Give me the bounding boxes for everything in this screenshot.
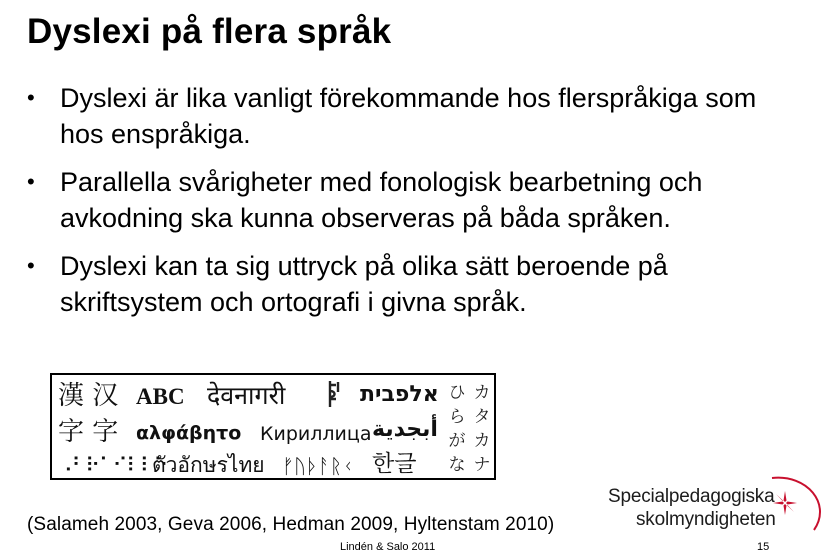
- bullet-text: Dyslexi är lika vanligt förekommande hos flerspråkiga som hos enspråkiga.: [60, 83, 757, 149]
- bullet-item: [27, 248, 807, 320]
- bullet-text: Dyslexi kan ta sig uttryck på olika sätt beroende på skriftsystem och ortografi i givna språk.: [60, 251, 668, 317]
- katakana-vertical-text: [471, 381, 493, 477]
- cyrillic-text: Кириллица: [260, 423, 372, 445]
- logo-star-icon: [772, 490, 798, 516]
- logo-line2: skolmyndigheten: [636, 509, 776, 530]
- logo-line1: Specialpedagogiska: [608, 486, 775, 507]
- greek-text: αλφάβητο: [136, 422, 242, 444]
- thai-text: ตัวอักษรไทย: [152, 453, 265, 477]
- runic-text: ᚠᚢᚦᚨᚱᚲ: [282, 454, 354, 478]
- arabic-text: أبجدية: [372, 417, 438, 442]
- braille-text: ⠠⠃⠗⠁⠊⠇⠇⠑: [58, 453, 168, 477]
- bullet-marker: •: [27, 85, 35, 110]
- kana-char: な: [448, 455, 466, 475]
- han-simplified-text: 字 字: [58, 417, 119, 447]
- bullet-item: [27, 164, 807, 236]
- latin-text: ABC: [136, 384, 185, 409]
- kana-char: ナ: [473, 455, 491, 475]
- mongolian-script-glyph: [322, 379, 346, 409]
- bullet-marker: •: [27, 169, 35, 194]
- hangul-text: 한글: [372, 451, 417, 477]
- bullet-list: [27, 80, 807, 332]
- footer-credit: Lindén & Salo 2011: [340, 541, 436, 553]
- kana-char: ら: [448, 407, 466, 427]
- slide-number: 15: [757, 541, 770, 553]
- writing-systems-image: [50, 373, 496, 480]
- slide-title: Dyslexi på flera språk: [27, 12, 392, 51]
- bullet-marker: •: [27, 253, 35, 278]
- devanagari-text: देवनागरी: [207, 381, 286, 410]
- bullet-text: Parallella svårigheter med fonologisk bearbetning och avkodning ska kunna observeras på båda språken.: [60, 167, 703, 233]
- kana-char: カ: [473, 431, 491, 451]
- hebrew-text: אלפבית: [360, 382, 439, 407]
- hiragana-vertical-text: [446, 381, 468, 477]
- kana-char: カ: [473, 383, 491, 403]
- kana-char: タ: [473, 407, 491, 427]
- references-text: (Salameh 2003, Geva 2006, Hedman 2009, Hyltenstam 2010): [27, 514, 555, 535]
- organization-logo: [602, 484, 827, 534]
- kana-char: ひ: [448, 383, 466, 403]
- kana-char: が: [448, 431, 466, 451]
- bullet-item: [27, 80, 807, 152]
- han-traditional-text: 漢 汉: [58, 381, 119, 411]
